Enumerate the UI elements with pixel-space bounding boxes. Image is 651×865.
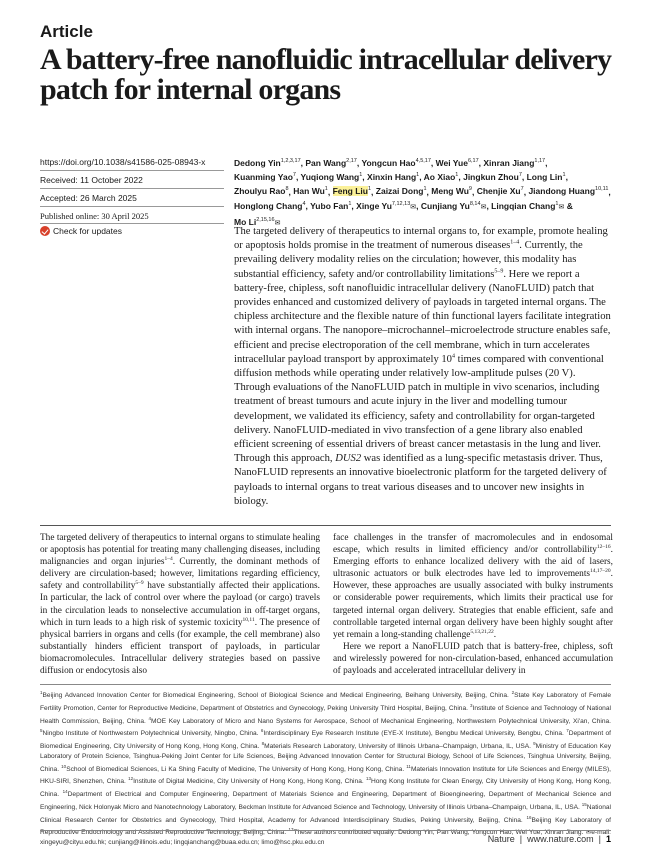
- citation-ref[interactable]: 5: [40, 728, 43, 734]
- author-affiliation-ref: 1: [562, 172, 566, 179]
- text-run: The targeted delivery of therapeutics to internal organs to stimulate healing or apoptosis has potential for treating many challenging diseases, including malignancies and organ injuries: [40, 533, 320, 568]
- author-affiliation-ref: 1: [367, 186, 372, 193]
- author-label: Lingqian Chang: [491, 200, 556, 211]
- author-label: Kuanming Yao: [234, 172, 293, 183]
- author-label: Meng Wu: [431, 186, 469, 197]
- author-name[interactable]: [491, 201, 564, 211]
- author-affiliation-ref: 2,17: [346, 158, 357, 164]
- author-name[interactable]: [463, 172, 522, 182]
- page-footer: [488, 834, 611, 844]
- author-label: Xinran Jiang: [483, 157, 535, 168]
- citation-ref[interactable]: 14: [62, 789, 68, 795]
- check-updates-icon: [40, 226, 50, 236]
- text-run: . Currently, the prevailing delivery modality relies on the circulation; however, this modality has substantial efficiency, safety and/or controllability limitations: [234, 240, 583, 280]
- abstract: [234, 225, 614, 509]
- author-affiliation-ref: 1,17: [534, 158, 546, 164]
- text-run: State Key Laboratory of Female Fertility Promotion, Center for Reproductive Medicine, Department of Obstetrics and Gynecology, Peking University Third Hospital, Beijing, China.: [40, 692, 611, 712]
- published-date: Published online: 30 April 2025: [40, 211, 149, 221]
- text-run: Materials Innovation Institute for Life Sciences and Energy (MILES), HKU-SIRI, Shenzhen, China.: [40, 765, 611, 786]
- author-affiliation-ref: 4: [302, 200, 306, 207]
- author-name[interactable]: [293, 186, 328, 196]
- email-icon[interactable]: ✉: [480, 203, 487, 211]
- citation-ref[interactable]: 9: [533, 741, 536, 747]
- accepted-date: Accepted: 26 March 2025: [40, 193, 137, 203]
- text-run: Hong Kong Institute for Clean Energy, City University of Hong Kong, Hong Kong, China.: [40, 778, 612, 799]
- text-run: Beijing Advanced Innovation Center for Biomedical Engineering, School of Biological Science and Medical Engineering, Beihang University, Beijing, China.: [42, 692, 512, 700]
- text-run: The targeted delivery of therapeutics to internal organs to, for example, promote healing or apoptosis holds promise in the treatment of numerous diseases: [234, 226, 608, 252]
- author-name[interactable]: [431, 186, 472, 196]
- text-run: National Clinical Research Center for Obstetrics and Gynecology, Third Hospital, Academy for Advanced Interdisciplinary Studies, Peking University, Beijing, China.: [40, 804, 611, 824]
- author-affiliation-ref: 7,12,13: [391, 200, 411, 207]
- citation-ref[interactable]: 10,11: [242, 616, 255, 623]
- citation-ref[interactable]: 12: [128, 776, 134, 782]
- citation-ref[interactable]: 12–16: [596, 544, 611, 550]
- citation-ref[interactable]: 15: [581, 801, 587, 807]
- citation-ref[interactable]: 5–9: [135, 580, 144, 587]
- citation-ref[interactable]: 13: [365, 776, 371, 782]
- author-label: Xinxin Hang: [367, 172, 417, 183]
- author-name[interactable]: [483, 158, 545, 168]
- text-run: Institute of Digital Medicine, City University of Hong Kong, Hong Kong, China.: [133, 778, 366, 786]
- citation-ref[interactable]: 11: [406, 763, 411, 769]
- author-name[interactable]: [424, 172, 459, 182]
- citation-ref[interactable]: 4: [451, 353, 455, 360]
- meta-divider: [40, 188, 224, 189]
- author-affiliation-ref: 7: [518, 172, 522, 179]
- author-name[interactable]: [301, 172, 363, 182]
- author-affiliation-ref: 8: [285, 186, 289, 193]
- author-name[interactable]: [234, 172, 296, 182]
- received-date: Received: 11 October 2022: [40, 175, 143, 185]
- text-run: Department of Biomedical Engineering, City University of Hong Kong, Hong Kong, China.: [40, 730, 611, 751]
- text-run: Beijing Key Laboratory of Reproductive Endocrinology and Assisted Reproductive Technology, Beijing, China.: [40, 816, 611, 837]
- footer-separator: |: [517, 834, 525, 844]
- text-run: . However, these approaches are usually associated with bulky instruments or considerable power requirements, which limits their practical use for targeted internal organ delivery. Strategies that enable efficient, safe and controllable targeted internal organ delivery have been highly sought after yet remain a long-standing challenge: [333, 569, 613, 640]
- page-number: 1: [605, 834, 611, 844]
- author-label: Zhoulyu Rao: [234, 186, 286, 197]
- footer-separator: |: [596, 834, 604, 844]
- author-name[interactable]: [234, 186, 289, 196]
- author-name[interactable]: [333, 186, 371, 196]
- citation-ref[interactable]: 6: [260, 728, 264, 734]
- author-affiliation-ref: 8,14: [469, 200, 481, 207]
- text-run: . Currently, the dominant methods of delivery are circulation-based; however, limitations regarding efficiency, safety and controllability: [40, 557, 320, 592]
- text-run: Materials Research Laboratory, University of Illinois Urbana–Champaign, Urbana, IL, USA.: [264, 743, 534, 751]
- affiliations: [40, 688, 611, 848]
- author-affiliation-ref: 10,11: [595, 186, 609, 193]
- author-label: Ao Xiao: [423, 172, 456, 183]
- citation-ref[interactable]: 10: [61, 763, 67, 769]
- text-run: School of Biomedical Sciences, Li Ka Shing Faculty of Medicine, The University of Hong Kong, Hong Kong, China.: [66, 765, 407, 773]
- text-run: Institute of Science and Technology of National Health Commission, Beijing, China.: [40, 704, 611, 725]
- check-updates-label: Check for updates: [53, 226, 122, 236]
- article-type-label: Article: [40, 22, 93, 41]
- text-run: have substantially affected their applications. In particular, the lack of control over where the payload (or cargo) travels in the circulation leads to nonselective accumulation in off-target organs, which in turn leads to a high risk of systemic toxicity: [40, 581, 320, 628]
- citation-ref[interactable]: 5–9: [494, 268, 504, 275]
- text-run: was identified as a lung-specific metastasis driver. Thus, NanoFLUID represents an innovative bioelectronic platform for the targeted delivery of payloads to internal organs to treat various diseases and to uncover new insights in biology.: [234, 453, 607, 507]
- author-name[interactable]: [367, 172, 419, 182]
- citation-ref[interactable]: 2: [511, 690, 515, 695]
- meta-divider: [40, 170, 224, 171]
- author-name[interactable]: [527, 172, 566, 182]
- citation-ref[interactable]: 4: [148, 715, 152, 721]
- text-run: . Emerging efforts to enhance localized delivery with the aid of lasers, ultrasonic actuators or bulk electrodes have led to improvements: [333, 545, 613, 580]
- author-affiliation-ref: 6,17: [467, 158, 479, 164]
- author-label: Mo Li: [234, 217, 257, 228]
- author-label: Yuqiong Wang: [300, 172, 360, 183]
- author-affiliation-ref: 4,5,17: [415, 158, 431, 164]
- author-name[interactable]: [528, 186, 608, 196]
- author-affiliation-ref: 1,2,3,17: [280, 158, 301, 164]
- author-affiliation-ref: 2,15,16: [256, 217, 275, 224]
- body-column-right: [333, 532, 613, 677]
- author-affiliation-ref: 1: [555, 200, 559, 207]
- text-run: Ningbo Institute of Northwestern Polytechnical University, Ningbo, China.: [42, 730, 261, 738]
- author-name[interactable]: [376, 186, 427, 196]
- author-label: Han Wu: [293, 186, 325, 197]
- citation-ref[interactable]: 17: [288, 827, 294, 833]
- meta-divider: [40, 206, 224, 207]
- author-name[interactable]: [234, 158, 301, 168]
- citation-ref[interactable]: 7: [566, 728, 569, 734]
- author-name[interactable]: [356, 201, 416, 211]
- gene-name: DUS2: [335, 453, 362, 465]
- email-icon[interactable]: ✉: [410, 203, 417, 211]
- author-label: Pan Wang: [305, 157, 347, 168]
- email-icon[interactable]: ✉: [274, 220, 281, 228]
- author-label: Xinge Yu: [356, 200, 392, 211]
- citation-ref[interactable]: 16: [526, 814, 532, 820]
- author-label: Jingkun Zhou: [463, 172, 519, 183]
- body-paragraph: [333, 532, 613, 641]
- email-icon[interactable]: ✉: [558, 203, 565, 211]
- author-label: Cunjiang Yu: [420, 200, 470, 211]
- text-run: times compared with conventional diffusion methods while operating under relatively low-amplitude pulses (20 V). Through evaluations of the NanoFLUID patch in multiple in vivo scenarios, including treatment of breast tumours and acute injury in the liver and modelling tumour development, we validated its efficiency, safety and controllability for organ-targeted delivery. NanoFLUID-mediated in vivo transfection of a gene library also enabled efficient screening of essential drivers of breast cancer metastasis in the lung and liver. Through this approach,: [234, 353, 604, 465]
- author-label: Dedong Yin: [234, 157, 281, 168]
- author-name[interactable]: [421, 201, 487, 211]
- author-affiliation-ref: 7: [520, 186, 524, 193]
- text-run: .: [493, 629, 497, 640]
- doi-link[interactable]: https://doi.org/10.1038/s41586-025-08943-x: [40, 157, 206, 167]
- text-run: Department of Electrical and Computer Engineering, Department of Materials Science and Engineering, Department of Bioengineering, Department of Mechanical Science and Engineering, Nick Holonyak Micro and Nanotechnology Laboratory, Beckman Institute for Advanced Science and Technology, University of Illinois Urbana–Champaign, Urbana, IL, USA.: [40, 791, 611, 812]
- citation-ref[interactable]: 5,13,21,22: [470, 628, 494, 635]
- body-paragraph: Here we report a NanoFLUID patch that is battery-free, chipless, soft and wirelessly powered for non-circulation-based, enhanced accumulation of payloads and accelerated intracellular delivery in: [333, 641, 613, 677]
- text-run: . The presence of physical barriers in organs and cells (for example, the cell membrane) also substantially hinders efficient transport of payloads, in particular biomacromolecules. Intracellular delivery strategies based on passive diffusion or endocytosis also: [40, 617, 320, 677]
- author-affiliation-ref: 1: [324, 186, 328, 193]
- text-run: . Here we report a battery-free, chipless, soft nanofluidic intracellular delivery (NanoFLUID) patch that provides enhanced and customized delivery of payloads in targeted internal organs. The chipless architecture and the flexible nature of thin functional layers facilitate integration with internal organs. The nanopore–microchannel–microelectrode structure enables safe, efficient and precise electroporation of the cell membrane, which in turn accelerates intracellular payload transport by approximately 10: [234, 268, 611, 365]
- body-column-left: [40, 532, 320, 677]
- text-run: MOE Key Laboratory of Micro and Nano Systems for Aerospace, School of Mechanical Engineering, Northwestern Polytechnical University, Xi'an, China.: [151, 717, 611, 725]
- journal-name: Nature: [487, 834, 515, 844]
- site-link[interactable]: www.nature.com: [527, 834, 594, 844]
- author-label: Zaizai Dong: [375, 186, 424, 197]
- author-affiliation-ref: 1: [416, 172, 420, 179]
- section-divider: [40, 525, 611, 526]
- text-run: These authors contributed equally: Dedong Yin, Pan Wang, Yongcun Hao, Wei Yue, Xinran Jiang.: [293, 829, 586, 837]
- text-run: face challenges in the transfer of macromolecules and in endosomal escape, which results in limited efficiency and/or controllability: [333, 533, 613, 556]
- author-name[interactable]: [305, 158, 357, 168]
- affiliations-divider: [40, 684, 611, 685]
- author-name[interactable]: [310, 201, 351, 211]
- author-name[interactable]: [436, 158, 479, 168]
- author-affiliation-ref: 1: [348, 200, 352, 207]
- author-name[interactable]: [234, 201, 306, 211]
- citation-ref[interactable]: 3: [470, 702, 473, 708]
- text-run: Ministry of Education Key Laboratory of Protein Science, Tsinghua-Peking Joint Center for Life Sciences, Beijing Advanced Innovation Center for Structural Biology, School of Life Sciences, Tsinghua University, Beijing, China.: [40, 743, 611, 773]
- author-label: Long Lin: [526, 172, 563, 183]
- author-label: Wei Yue: [435, 157, 468, 168]
- author-affiliation-ref: 1: [423, 186, 427, 193]
- author-name[interactable]: [361, 158, 430, 168]
- meta-divider: [40, 223, 224, 224]
- citation-ref[interactable]: 8: [261, 741, 265, 747]
- author-label: Honglong Chang: [234, 200, 303, 211]
- check-for-updates-button[interactable]: [40, 226, 122, 236]
- text-run: Interdisciplinary Eye Research Institute (EYE-X Institute), Bengbu Medical University, Bengbu, China.: [263, 730, 567, 738]
- author-label: Jiandong Huang: [528, 186, 596, 197]
- author-affiliation-ref: 9: [468, 186, 472, 193]
- body-paragraph: [40, 532, 320, 677]
- citation-ref[interactable]: 1–4: [510, 239, 520, 246]
- citation-ref[interactable]: 1: [40, 690, 43, 695]
- footer-divider: [40, 830, 611, 831]
- article-title: A battery-free nanofluidic intracellular delivery patch for internal organs: [40, 43, 612, 106]
- citation-ref[interactable]: 14,17–20: [590, 568, 611, 575]
- author-affiliation-ref: 1: [359, 172, 363, 179]
- author-name[interactable]: [477, 186, 524, 196]
- author-list: Dedong Yin$^{1,2,3,17}$, Pan Wang$^{2,17}$, Yongcun Hao$^{4,5,17}$, Wei Yue$^{6,17}$, Xinran Jiang$^{1,17}$, Kuanming Yao$^7$, Yuqiong Wang$^1$, Xinxin Hang$^1$, Ao Xiao$^1$, Jingkun Zhou$^7$, Long Lin$^1$, Zhoulyu Rao$^8$, Han Wu$^1$, Feng Liu$^1$, Zaizai Dong$^1$, Meng Wu$^9$, Chenjie Xu$^7$, Jiandong Huang$^{10,11}$, Honglong Chang$^4$, Yubo Fan$^1$, Xinge Yu$^{7,12,13}$✉, Cunjiang Yu$^{8,14}$✉, Lingqian Chang$^1$✉ & Mo Li$^{2,15,16}$✉: [234, 157, 611, 228]
- author-label: Feng Liu: [332, 186, 368, 197]
- author-label: Yubo Fan: [310, 200, 349, 211]
- text-run: ✉e-mail: xingeyu@cityu.edu.hk; cunjiang@illinois.edu; lingqianchang@buaa.edu.cn; limo@hsc.pku.edu.cn: [40, 829, 611, 847]
- citation-ref[interactable]: 1–4: [164, 556, 173, 563]
- author-label: Yongcun Hao: [361, 157, 416, 168]
- author-affiliation-ref: 7: [292, 172, 296, 179]
- author-affiliation-ref: 1: [455, 172, 459, 179]
- author-label: Chenjie Xu: [476, 186, 521, 197]
